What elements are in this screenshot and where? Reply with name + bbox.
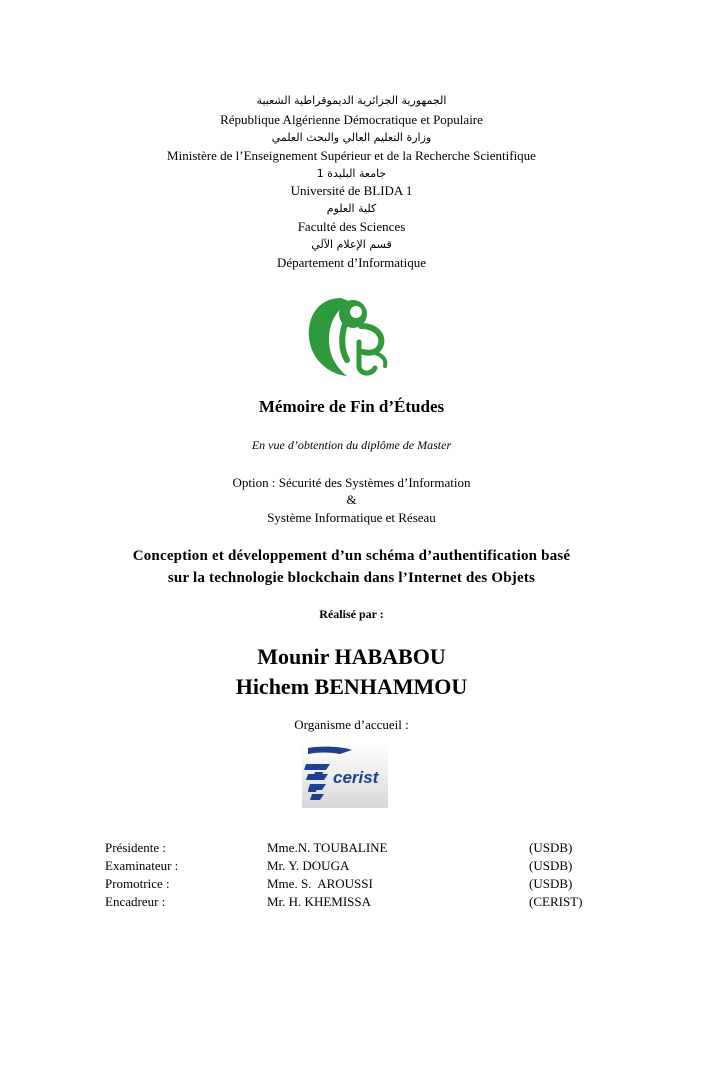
jury-row <box>0 875 703 893</box>
header-faculty: Faculté des Sciences <box>297 219 406 234</box>
jury-row <box>0 839 703 857</box>
option-line-1: Option : Sécurité des Systèmes d’Information <box>232 475 471 490</box>
memoire-title: Mémoire de Fin d’Études <box>258 397 445 416</box>
host-organisation-label: Organisme d’accueil : <box>294 717 409 732</box>
header-arabic-department: قسم الإعلام الآلي <box>311 238 392 251</box>
thesis-title-line-2: sur la technologie blockchain dans l’Internet des Objets <box>167 570 536 586</box>
jury-name: Mr. Y. DOUGA <box>267 858 350 873</box>
jury-role: Encadreur : <box>105 894 166 909</box>
header-ministry: Ministère de l’Enseignement Supérieur et de la Recherche Scientifique <box>167 148 536 163</box>
jury-institution: (CERIST) <box>529 894 583 909</box>
jury-institution: (USDB) <box>529 858 573 873</box>
header-arabic-faculty: كلية العلوم <box>326 202 377 215</box>
jury-row <box>0 857 703 875</box>
jury-institution: (USDB) <box>529 840 573 855</box>
cerist-logo-text: cerist <box>333 768 379 787</box>
university-blida-logo <box>301 286 395 380</box>
author-2: Hichem BENHAMMOU <box>235 674 468 699</box>
jury-name: Mr. H. KHEMISSA <box>267 894 372 909</box>
header-republic: République Algérienne Démocratique et Populaire <box>220 112 483 127</box>
option-ampersand: & <box>346 492 357 507</box>
jury-role: Présidente : <box>105 840 167 855</box>
jury-name: Mme.N. TOUBALINE <box>267 840 388 855</box>
cerist-logo <box>300 742 390 810</box>
header-arabic-ministry: وزارة التعليم العالي والبحث العلمي <box>271 131 432 144</box>
author-1: Mounir HABABOU <box>257 644 446 669</box>
header-arabic-university: جامعة البليدة 1 <box>316 167 387 180</box>
jury-row <box>0 893 703 911</box>
header-university: Université de BLIDA 1 <box>290 183 413 198</box>
jury-name: Mme. S. AROUSSI <box>267 876 373 891</box>
realise-par-label: Réalisé par : <box>319 607 384 621</box>
jury-list <box>0 839 703 911</box>
jury-role: Promotrice : <box>105 876 170 891</box>
thesis-title-line-1: Conception et développement d’un schéma d’authentification basé <box>132 548 571 564</box>
diploma-line: En vue d’obtention du diplôme de Master <box>251 438 452 452</box>
header-department: Département d’Informatique <box>276 255 427 270</box>
jury-role: Examinateur : <box>105 858 179 873</box>
option-line-2: Système Informatique et Réseau <box>267 510 436 525</box>
jury-institution: (USDB) <box>529 876 573 891</box>
header-arabic-republic: الجمهورية الجزائرية الديموقراطية الشعبية <box>256 94 447 107</box>
